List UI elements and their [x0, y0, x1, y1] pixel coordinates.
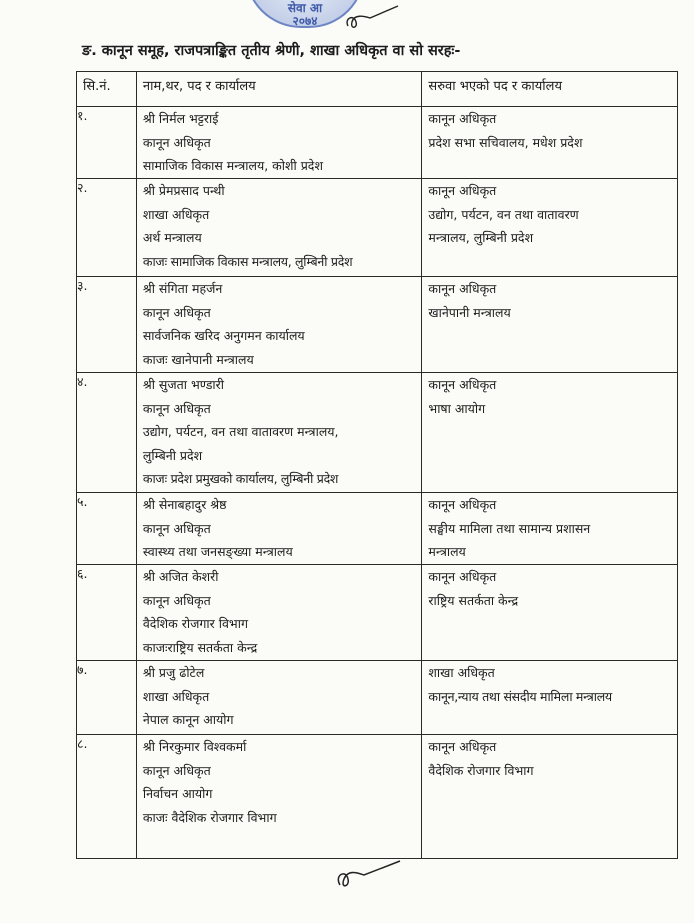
current-office: सार्वजनिक खरिद अनुगमन कार्यालय [142, 328, 305, 343]
current-cell [136, 735, 422, 859]
deputation-office: काजः सामाजिक विकास मन्त्रालय, लुम्बिनी प्रदेश [142, 253, 353, 269]
header-transferred: सरुवा भएको पद र कार्यालय [422, 72, 678, 107]
serial-cell: ६. [77, 565, 137, 661]
current-post: शाखा अधिकृत [142, 206, 210, 222]
new-office: खानेपानी मन्त्रालय [428, 304, 511, 320]
employee-name: श्री सुजता भण्डारी [142, 377, 224, 392]
serial-cell: ४. [77, 373, 137, 493]
new-post: कानून अधिकृत [428, 281, 497, 296]
header-current: नाम,थर, पद र कार्यालय [136, 72, 422, 107]
current-post: कानून अधिकृत [142, 762, 211, 778]
table-row [77, 107, 678, 179]
signature-icon [340, 4, 410, 34]
table-row [77, 565, 678, 661]
employee-name: श्री प्रेमप्रसाद पन्थी [142, 183, 225, 198]
current-post: कानून अधिकृत [142, 400, 211, 416]
table-header-row [77, 72, 678, 107]
current-office: नेपाल कानून आयोग [142, 712, 234, 727]
transferred-cell [422, 735, 678, 859]
current-office: सामाजिक विकास मन्त्रालय, कोशी प्रदेश [142, 158, 323, 173]
new-post: कानून अधिकृत [428, 739, 497, 754]
employee-name: श्री निर्मल भट्टराई [142, 111, 219, 126]
current-post: कानून अधिकृत [142, 592, 211, 608]
new-post: कानून अधिकृत [428, 497, 497, 512]
table-row [77, 735, 678, 859]
new-post: कानून अधिकृत [428, 183, 497, 198]
current-office: निर्वाचन आयोग [142, 786, 213, 801]
employee-name: श्री संगिता महर्जन [142, 281, 223, 296]
deputation-office: काजः वैदेशिक रोजगार विभाग [142, 809, 277, 825]
transferred-cell [422, 661, 678, 735]
current-cell [136, 565, 422, 661]
header-serial: सि.नं. [77, 72, 137, 107]
new-office: सङ्घीय मामिला तथा सामान्य प्रशासन [428, 520, 591, 536]
serial-cell: ३. [77, 277, 137, 373]
current-office: उद्योग, पर्यटन, वन तथा वातावरण मन्त्रालय, [142, 424, 339, 439]
current-office-cont: लुम्बिनी प्रदेश [142, 447, 203, 463]
seal-year: २०७४ [292, 14, 318, 28]
transferred-cell [422, 107, 678, 179]
new-post: कानून अधिकृत [428, 569, 497, 584]
seal-text: सेवा आ [287, 1, 323, 15]
current-office: स्वास्थ्य तथा जनसङ्ख्या मन्त्रालय [142, 544, 293, 559]
table-row [77, 179, 678, 277]
employee-name: श्री निरकुमार विश्वकर्मा [142, 739, 247, 754]
new-post: कानून अधिकृत [428, 377, 497, 392]
current-post: शाखा अधिकृत [142, 688, 210, 704]
new-office: प्रदेश सभा सचिवालय, मधेश प्रदेश [428, 134, 583, 150]
transferred-cell [422, 493, 678, 565]
current-cell [136, 107, 422, 179]
transferred-cell [422, 565, 678, 661]
employee-name: श्री प्रजु ढोटेल [142, 665, 205, 680]
deputation-office: काजः प्रदेश प्रमुखको कार्यालय, लुम्बिनी प्रदेश [142, 471, 339, 486]
serial-cell: ८. [77, 735, 137, 859]
serial-cell: ७. [77, 661, 137, 735]
table-row [77, 493, 678, 565]
new-post: कानून अधिकृत [428, 111, 497, 126]
new-office: भाषा आयोग [428, 400, 486, 416]
table-row [77, 661, 678, 735]
serial-cell: १. [77, 107, 137, 179]
new-office-cont: मन्त्रालय, लुम्बिनी प्रदेश [428, 230, 534, 245]
serial-cell: ५. [77, 493, 137, 565]
transferred-cell [422, 179, 678, 277]
new-office-cont: मन्त्रालय [428, 544, 466, 559]
current-cell [136, 373, 422, 493]
current-post: कानून अधिकृत [142, 304, 211, 320]
table-row [77, 277, 678, 373]
employee-name: श्री सेनाबहादुर श्रेष्ठ [142, 497, 227, 512]
transferred-cell [422, 277, 678, 373]
transfer-table [76, 71, 678, 859]
current-cell [136, 493, 422, 565]
current-post: कानून अधिकृत [142, 134, 211, 150]
new-office: राष्ट्रिय सतर्कता केन्द्र [428, 592, 519, 608]
current-cell [136, 277, 422, 373]
serial-cell: २. [77, 179, 137, 277]
current-post: कानून अधिकृत [142, 520, 211, 536]
new-office: वैदेशिक रोजगार विभाग [428, 762, 534, 778]
current-cell [136, 179, 422, 277]
new-office: उद्योग, पर्यटन, वन तथा वातावरण [428, 206, 579, 222]
table-row [77, 373, 678, 493]
transferred-cell [422, 373, 678, 493]
deputation-office: काजः खानेपानी मन्त्रालय [142, 351, 254, 367]
current-office: वैदेशिक रोजगार विभाग [142, 616, 248, 631]
employee-name: श्री अजित केशरी [142, 569, 219, 584]
signature-icon [330, 855, 410, 895]
section-heading: ङ. कानून समूह, राजपत्राङ्कित तृतीय श्रेणी, शाखा अधिकृत वा सो सरहः- [82, 43, 461, 59]
new-office: कानून,न्याय तथा संसदीय मामिला मन्त्रालय [428, 688, 612, 704]
deputation-office: काजःराष्ट्रिय सतर्कता केन्द्र [142, 639, 258, 655]
new-post: शाखा अधिकृत [428, 665, 495, 680]
current-office: अर्थ मन्त्रालय [142, 230, 202, 245]
current-cell [136, 661, 422, 735]
